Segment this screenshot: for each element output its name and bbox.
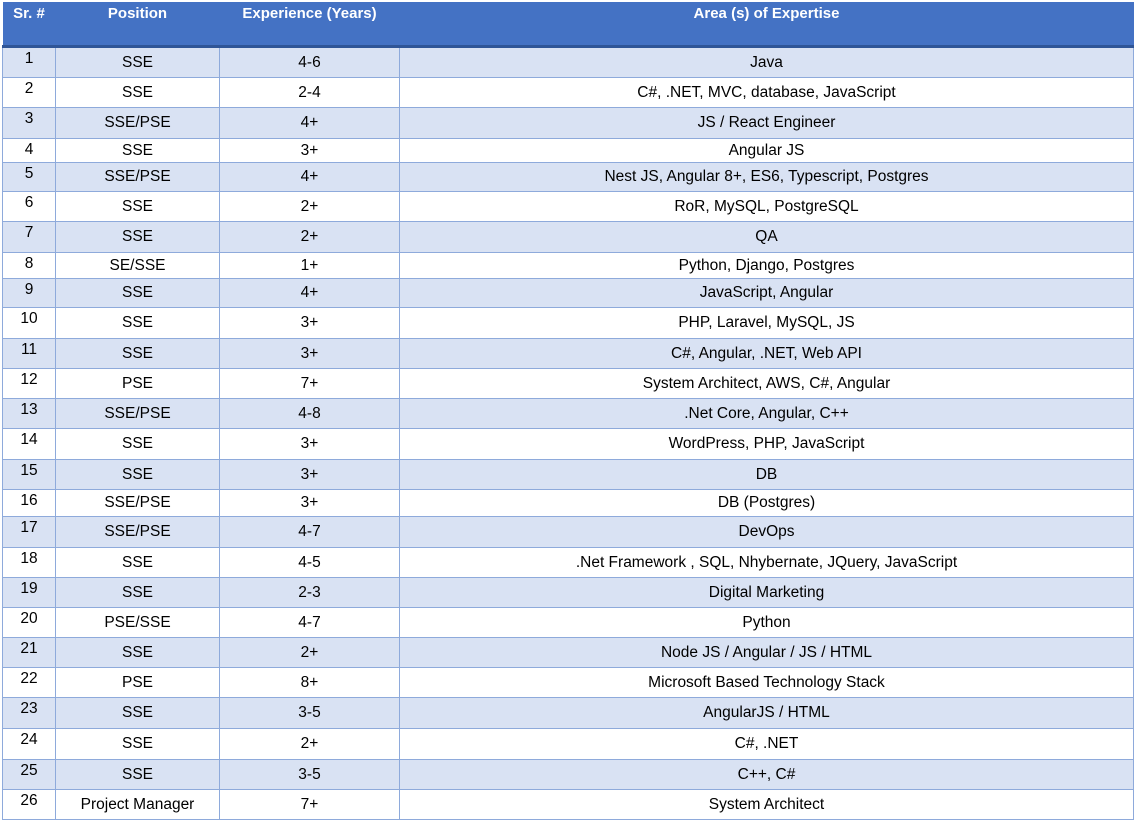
cell-experience: 2+ (220, 638, 400, 668)
cell-experience: 4+ (220, 163, 400, 192)
cell-expertise: DB (Postgres) (400, 490, 1134, 517)
cell-position: SSE (56, 339, 220, 369)
cell-sr: 2 (3, 78, 56, 108)
cell-expertise: Python, Django, Postgres (400, 253, 1134, 279)
cell-position: SSE/PSE (56, 490, 220, 517)
table-row (3, 308, 1134, 339)
cell-position: SSE (56, 47, 220, 78)
cell-experience: 7+ (220, 790, 400, 820)
cell-expertise: WordPress, PHP, JavaScript (400, 429, 1134, 460)
cell-experience: 3-5 (220, 760, 400, 790)
table-row (3, 139, 1134, 163)
cell-sr: 18 (3, 548, 56, 578)
cell-experience: 3-5 (220, 698, 400, 729)
table-row (3, 729, 1134, 760)
cell-expertise: System Architect, AWS, C#, Angular (400, 369, 1134, 399)
table-row (3, 163, 1134, 192)
cell-expertise: JavaScript, Angular (400, 279, 1134, 308)
cell-sr: 14 (3, 429, 56, 460)
cell-experience: 3+ (220, 339, 400, 369)
table-row (3, 47, 1134, 78)
cell-sr: 10 (3, 308, 56, 339)
cell-expertise: Java (400, 47, 1134, 78)
cell-sr: 26 (3, 790, 56, 820)
cell-expertise: System Architect (400, 790, 1134, 820)
table-row (3, 253, 1134, 279)
table-row (3, 429, 1134, 460)
cell-expertise: DB (400, 460, 1134, 490)
table-row (3, 192, 1134, 222)
cell-sr: 4 (3, 139, 56, 163)
cell-experience: 4-7 (220, 517, 400, 548)
cell-experience: 2+ (220, 729, 400, 760)
cell-sr: 9 (3, 279, 56, 308)
cell-position: SSE (56, 460, 220, 490)
cell-position: SSE (56, 279, 220, 308)
cell-experience: 1+ (220, 253, 400, 279)
header-row (3, 2, 1134, 47)
cell-sr: 3 (3, 108, 56, 139)
cell-position: PSE (56, 668, 220, 698)
cell-position: SSE/PSE (56, 517, 220, 548)
cell-experience: 4-5 (220, 548, 400, 578)
table-row (3, 108, 1134, 139)
cell-position: SSE (56, 192, 220, 222)
cell-expertise: Node JS / Angular / JS / HTML (400, 638, 1134, 668)
cell-expertise: .Net Framework , SQL, Nhybernate, JQuery, JavaScript (400, 548, 1134, 578)
cell-position: SSE/PSE (56, 399, 220, 429)
header-position: Position (56, 2, 220, 47)
cell-position: SSE (56, 729, 220, 760)
cell-position: SSE (56, 760, 220, 790)
cell-experience: 4+ (220, 108, 400, 139)
cell-position: SSE/PSE (56, 108, 220, 139)
cell-position: SSE (56, 578, 220, 608)
cell-expertise: AngularJS / HTML (400, 698, 1134, 729)
cell-position: SSE (56, 78, 220, 108)
cell-experience: 3+ (220, 308, 400, 339)
cell-expertise: DevOps (400, 517, 1134, 548)
cell-sr: 6 (3, 192, 56, 222)
cell-experience: 4+ (220, 279, 400, 308)
cell-expertise: .Net Core, Angular, C++ (400, 399, 1134, 429)
cell-position: PSE (56, 369, 220, 399)
table-row (3, 517, 1134, 548)
cell-sr: 8 (3, 253, 56, 279)
table-row (3, 279, 1134, 308)
table-row (3, 369, 1134, 399)
cell-sr: 20 (3, 608, 56, 638)
cell-expertise: Digital Marketing (400, 578, 1134, 608)
cell-expertise: C#, .NET, MVC, database, JavaScript (400, 78, 1134, 108)
table-row (3, 490, 1134, 517)
cell-expertise: Nest JS, Angular 8+, ES6, Typescript, Postgres (400, 163, 1134, 192)
cell-sr: 1 (3, 47, 56, 78)
cell-sr: 22 (3, 668, 56, 698)
cell-sr: 7 (3, 222, 56, 253)
cell-expertise: QA (400, 222, 1134, 253)
table-row (3, 760, 1134, 790)
header-experience: Experience (Years) (220, 2, 400, 47)
cell-experience: 3+ (220, 490, 400, 517)
cell-sr: 21 (3, 638, 56, 668)
cell-experience: 2+ (220, 222, 400, 253)
cell-experience: 2+ (220, 192, 400, 222)
cell-sr: 12 (3, 369, 56, 399)
expertise-table (2, 2, 1134, 820)
cell-expertise: Microsoft Based Technology Stack (400, 668, 1134, 698)
table-row (3, 339, 1134, 369)
cell-position: SSE (56, 139, 220, 163)
cell-sr: 13 (3, 399, 56, 429)
cell-sr: 17 (3, 517, 56, 548)
table-row (3, 608, 1134, 638)
cell-experience: 4-7 (220, 608, 400, 638)
table-row (3, 578, 1134, 608)
cell-sr: 25 (3, 760, 56, 790)
cell-expertise: JS / React Engineer (400, 108, 1134, 139)
cell-position: SSE (56, 222, 220, 253)
table-body (3, 47, 1134, 820)
cell-position: Project Manager (56, 790, 220, 820)
cell-sr: 19 (3, 578, 56, 608)
cell-sr: 11 (3, 339, 56, 369)
table-row (3, 222, 1134, 253)
cell-sr: 16 (3, 490, 56, 517)
cell-experience: 3+ (220, 460, 400, 490)
cell-experience: 7+ (220, 369, 400, 399)
cell-experience: 8+ (220, 668, 400, 698)
header-expertise: Area (s) of Expertise (400, 2, 1134, 47)
cell-position: PSE/SSE (56, 608, 220, 638)
table-row (3, 78, 1134, 108)
cell-position: SSE (56, 548, 220, 578)
cell-position: SSE (56, 698, 220, 729)
cell-position: SSE (56, 429, 220, 460)
cell-expertise: Python (400, 608, 1134, 638)
cell-expertise: C#, .NET (400, 729, 1134, 760)
cell-experience: 3+ (220, 429, 400, 460)
cell-expertise: PHP, Laravel, MySQL, JS (400, 308, 1134, 339)
cell-sr: 15 (3, 460, 56, 490)
table-row (3, 399, 1134, 429)
table-row (3, 668, 1134, 698)
table-row (3, 548, 1134, 578)
header-sr: Sr. # (3, 2, 56, 47)
cell-experience: 3+ (220, 139, 400, 163)
cell-expertise: Angular JS (400, 139, 1134, 163)
cell-expertise: C++, C# (400, 760, 1134, 790)
cell-position: SSE/PSE (56, 163, 220, 192)
cell-experience: 4-8 (220, 399, 400, 429)
cell-expertise: RoR, MySQL, PostgreSQL (400, 192, 1134, 222)
cell-sr: 23 (3, 698, 56, 729)
table-row (3, 790, 1134, 820)
table-row (3, 638, 1134, 668)
cell-position: SE/SSE (56, 253, 220, 279)
cell-sr: 5 (3, 163, 56, 192)
cell-experience: 4-6 (220, 47, 400, 78)
table-row (3, 698, 1134, 729)
cell-experience: 2-4 (220, 78, 400, 108)
table-row (3, 460, 1134, 490)
cell-sr: 24 (3, 729, 56, 760)
cell-position: SSE (56, 638, 220, 668)
cell-expertise: C#, Angular, .NET, Web API (400, 339, 1134, 369)
cell-position: SSE (56, 308, 220, 339)
cell-experience: 2-3 (220, 578, 400, 608)
